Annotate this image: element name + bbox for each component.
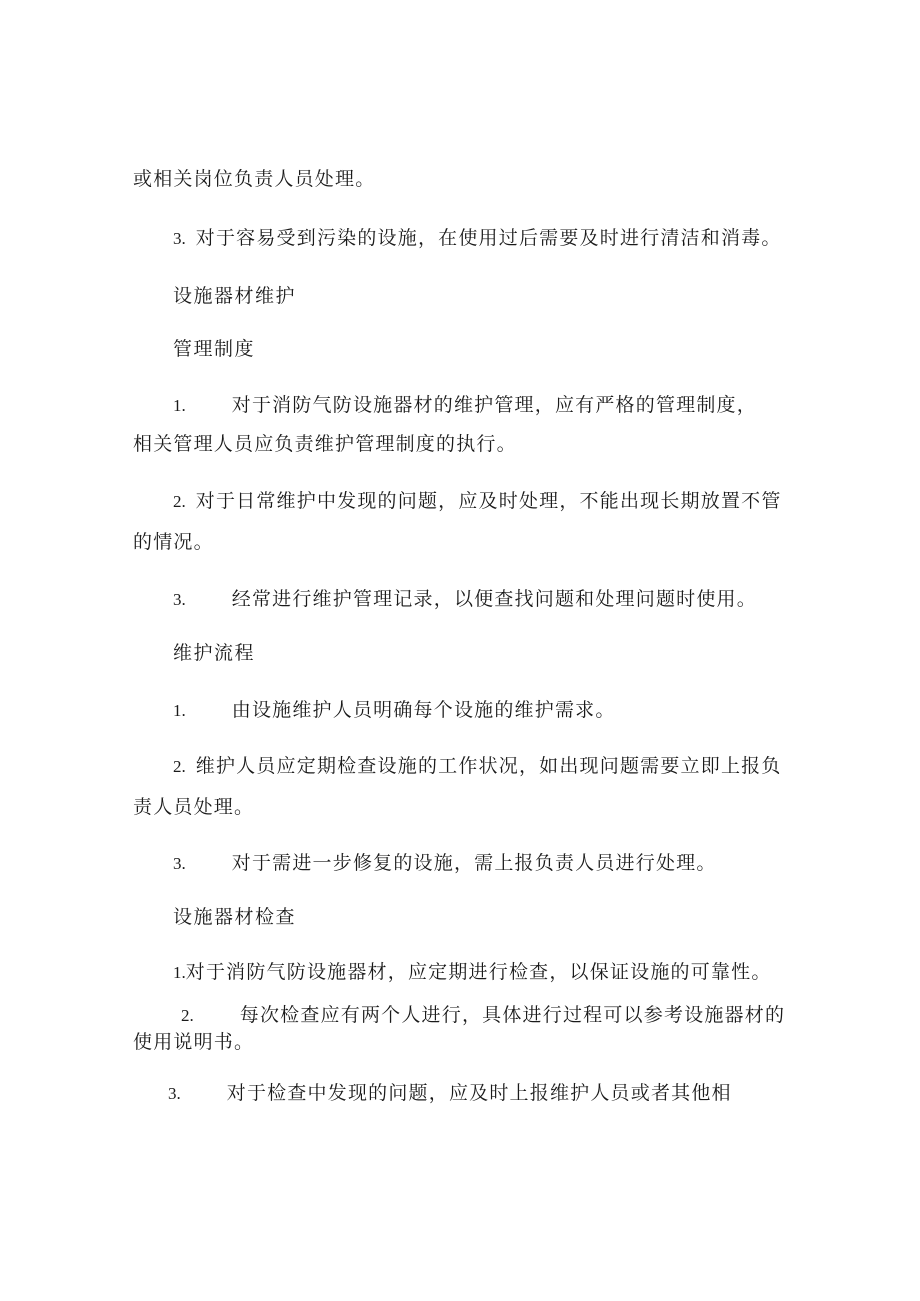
- list-text: 维护人员应定期检查设施的工作状况，如出现问题需要立即上报负: [195, 755, 782, 777]
- list-text: 对于容易受到污染的设施，在使用过后需要及时进行清洁和消毒。: [195, 227, 782, 249]
- inspection-item-2: [181, 1003, 785, 1028]
- list-text: 使用说明书。: [133, 1031, 255, 1053]
- list-text: 经常进行维护管理记录，以便查找问题和处理问题时使用。: [231, 588, 757, 610]
- management-item-1-cont: [133, 432, 517, 456]
- list-number: 3.: [173, 229, 186, 248]
- list-text: 每次检查应有两个人进行，具体进行过程可以参考设施器材的: [239, 1004, 786, 1026]
- heading-text: 设施器材检查: [173, 906, 297, 928]
- heading-text: 维护流程: [173, 642, 256, 664]
- subheading-management: [173, 337, 255, 361]
- section-heading-inspection: [173, 905, 296, 929]
- process-item-2: [173, 754, 782, 779]
- process-item-3: [173, 851, 717, 876]
- list-text: 相关管理人员应负责维护管理制度的执行。: [133, 433, 517, 455]
- process-item-1: [173, 698, 616, 723]
- paragraph-continuation: [133, 167, 375, 191]
- paragraph-text: 或相关岗位负责人员处理。: [133, 168, 376, 190]
- list-number: 1.: [173, 963, 186, 982]
- list-text: 对于需进一步修复的设施，需上报负责人员进行处理。: [231, 852, 717, 874]
- list-number: 2.: [173, 492, 186, 511]
- management-item-3: [173, 587, 757, 612]
- list-text: 对于检查中发现的问题，应及时上报维护人员或者其他相: [226, 1082, 732, 1104]
- management-item-1: [173, 393, 757, 418]
- process-item-2-cont: [133, 795, 254, 819]
- list-number: 1.: [173, 396, 186, 415]
- list-number: 1.: [173, 701, 186, 720]
- subheading-process: [173, 641, 255, 665]
- inspection-item-2-cont: [133, 1030, 254, 1054]
- list-text: 责人员处理。: [133, 796, 255, 818]
- list-text: 对于消防气防设施器材，应定期进行检查，以保证设施的可靠性。: [185, 961, 772, 983]
- management-item-2: [173, 489, 782, 514]
- heading-text: 设施器材维护: [173, 285, 297, 307]
- section-heading-maintenance: [173, 284, 296, 308]
- list-text: 由设施维护人员明确每个设施的维护需求。: [231, 699, 616, 721]
- list-number: 3.: [168, 1084, 181, 1103]
- list-number: 2.: [181, 1006, 194, 1025]
- inspection-item-1: [173, 960, 772, 985]
- list-number: 3.: [173, 590, 186, 609]
- list-text: 对于日常维护中发现的问题，应及时处理，不能出现长期放置不管: [195, 490, 782, 512]
- inspection-item-3: [168, 1081, 732, 1106]
- heading-text: 管理制度: [173, 338, 256, 360]
- cleaning-item: [173, 226, 782, 251]
- management-item-2-cont: [133, 530, 214, 554]
- list-number: 2.: [173, 757, 186, 776]
- list-number: 3.: [173, 854, 186, 873]
- list-text: 的情况。: [133, 531, 214, 553]
- list-text: 对于消防气防设施器材的维护管理，应有严格的管理制度，: [231, 394, 757, 416]
